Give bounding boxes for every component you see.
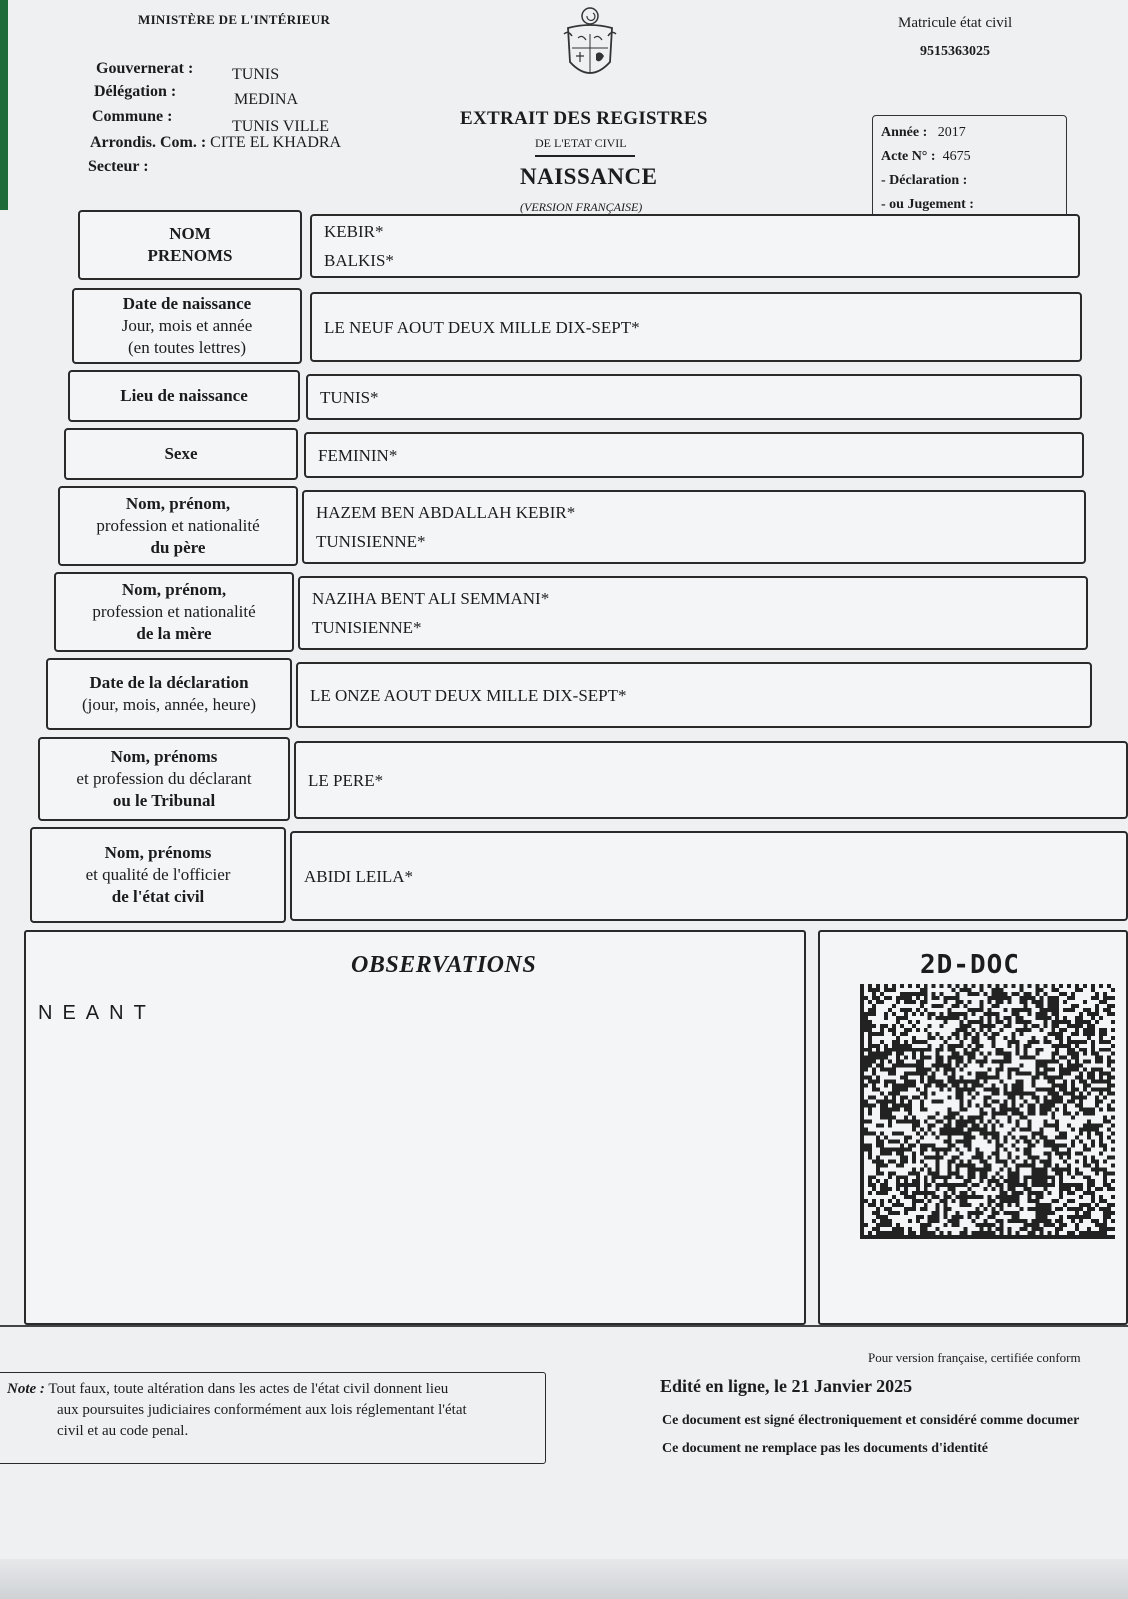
header-field-commune: Commune : TUNIS VILLE [92,108,330,135]
row-label-line: Nom, prénoms [110,747,218,766]
page-shadow [0,1559,1128,1599]
datamatrix-barcode-icon [860,984,1115,1239]
matricule-value: 9515363025 [920,44,990,59]
row-label-line: (jour, mois, année, heure) [82,695,256,714]
footer-divider [0,1325,1128,1327]
row-label-6 [46,658,292,730]
observations-title: OBSERVATIONS [351,952,537,978]
row-label-line: de l'état civil [111,887,205,906]
row-value-2 [306,374,1082,420]
row-label-3 [64,428,298,480]
row-value-8 [290,831,1128,921]
row-label-line: de la mère [136,624,212,643]
row-value-4 [302,490,1086,564]
row-value-0 [310,214,1080,278]
row-value-line: NAZIHA BENT ALI SEMMANI* [312,589,550,608]
row-value-line: TUNISIENNE* [316,532,426,551]
row-value-5 [298,576,1088,650]
header-field-gouvernerat: Gouvernerat : TUNIS [96,60,280,83]
row-value-6 [296,662,1092,728]
row-value-line: HAZEM BEN ABDALLAH KEBIR* [316,503,576,522]
certification-text: Pour version française, certifiée conform [868,1350,1081,1365]
row-label-line: Jour, mois et année [121,316,253,335]
row-label-line: Nom, prénoms [104,843,212,862]
row-label-line: Date de la déclaration [89,673,249,692]
doc2d-title: 2D-DOC [920,950,1020,980]
row-label-7 [38,737,290,821]
acte-info-box: Année : 2017 Acte N° : 4675 - Déclaration : - ou Jugement : [872,115,1067,221]
row-value-line: LE ONZE AOUT DEUX MILLE DIX-SEPT* [310,685,627,705]
doc2d-box [818,930,1128,1325]
matricule-label: Matricule état civil [898,15,1013,31]
row-value-1 [310,292,1082,362]
row-value-line: LE NEUF AOUT DEUX MILLE DIX-SEPT* [324,317,640,337]
document-type: NAISSANCE [520,164,658,189]
row-value-line: TUNIS* [320,387,379,407]
row-label-line: et qualité de l'officier [85,865,231,884]
ministry-name: MINISTÈRE DE L'INTÉRIEUR [138,12,331,27]
identity-notice: Ce document ne remplace pas les documents d'identité [662,1441,988,1456]
row-label-line: Nom, prénom, [125,494,231,513]
row-value-line: ABIDI LEILA* [304,866,414,886]
document-version: (VERSION FRANÇAISE) [520,200,643,214]
document-title: EXTRAIT DES REGISTRES [460,108,708,129]
row-label-line: profession et nationalité [96,516,260,535]
observations-box [24,930,806,1325]
header-field-secteur: Secteur : [88,158,149,175]
signature-notice: Ce document est signé électroniquement et considéré comme documer [662,1413,1080,1428]
row-label-8 [30,827,286,923]
row-label-0 [78,210,302,280]
row-value-3 [304,432,1084,478]
row-label-line: et profession du déclarant [76,769,252,788]
header-field-arrondissement: Arrondis. Com. : CITE EL KHADRA [90,134,342,151]
header-field-delegation: Délégation : MEDINA [94,83,298,108]
row-label-line: profession et nationalité [92,602,256,621]
document-subtitle: DE L'ETAT CIVIL [535,136,627,150]
row-label-line: NOM [169,224,211,243]
row-value-line: KEBIR* [324,222,384,241]
row-label-line: Date de naissance [122,294,252,313]
row-label-line: du père [150,538,206,557]
row-label-line: PRENOMS [147,246,233,265]
row-label-1 [72,288,302,364]
title-divider [535,155,635,157]
legal-note: Note : Tout faux, toute altération dans les actes de l'état civil donnent lieu aux poursuites judiciaires conformément aux lois réglementant l'état civil et au code penal. [0,1372,546,1464]
row-label-2 [68,370,300,422]
observations-text: NEANT [38,1002,156,1024]
row-label-5 [54,572,294,652]
row-label-line: (en toutes lettres) [127,338,246,357]
row-value-line: FEMININ* [318,445,398,465]
row-value-line: LE PERE* [308,770,384,790]
row-value-line: BALKIS* [324,251,394,270]
row-value-7 [294,741,1128,819]
row-label-line: Sexe [164,444,198,463]
row-value-line: TUNISIENNE* [312,618,422,637]
row-label-line: Lieu de naissance [120,386,248,405]
row-label-4 [58,486,298,566]
coat-of-arms-icon [560,4,620,86]
edition-date: Edité en ligne, le 21 Janvier 2025 [660,1376,913,1396]
row-label-line: Nom, prénom, [121,580,227,599]
row-label-line: ou le Tribunal [112,791,216,810]
background-edge [0,0,8,210]
